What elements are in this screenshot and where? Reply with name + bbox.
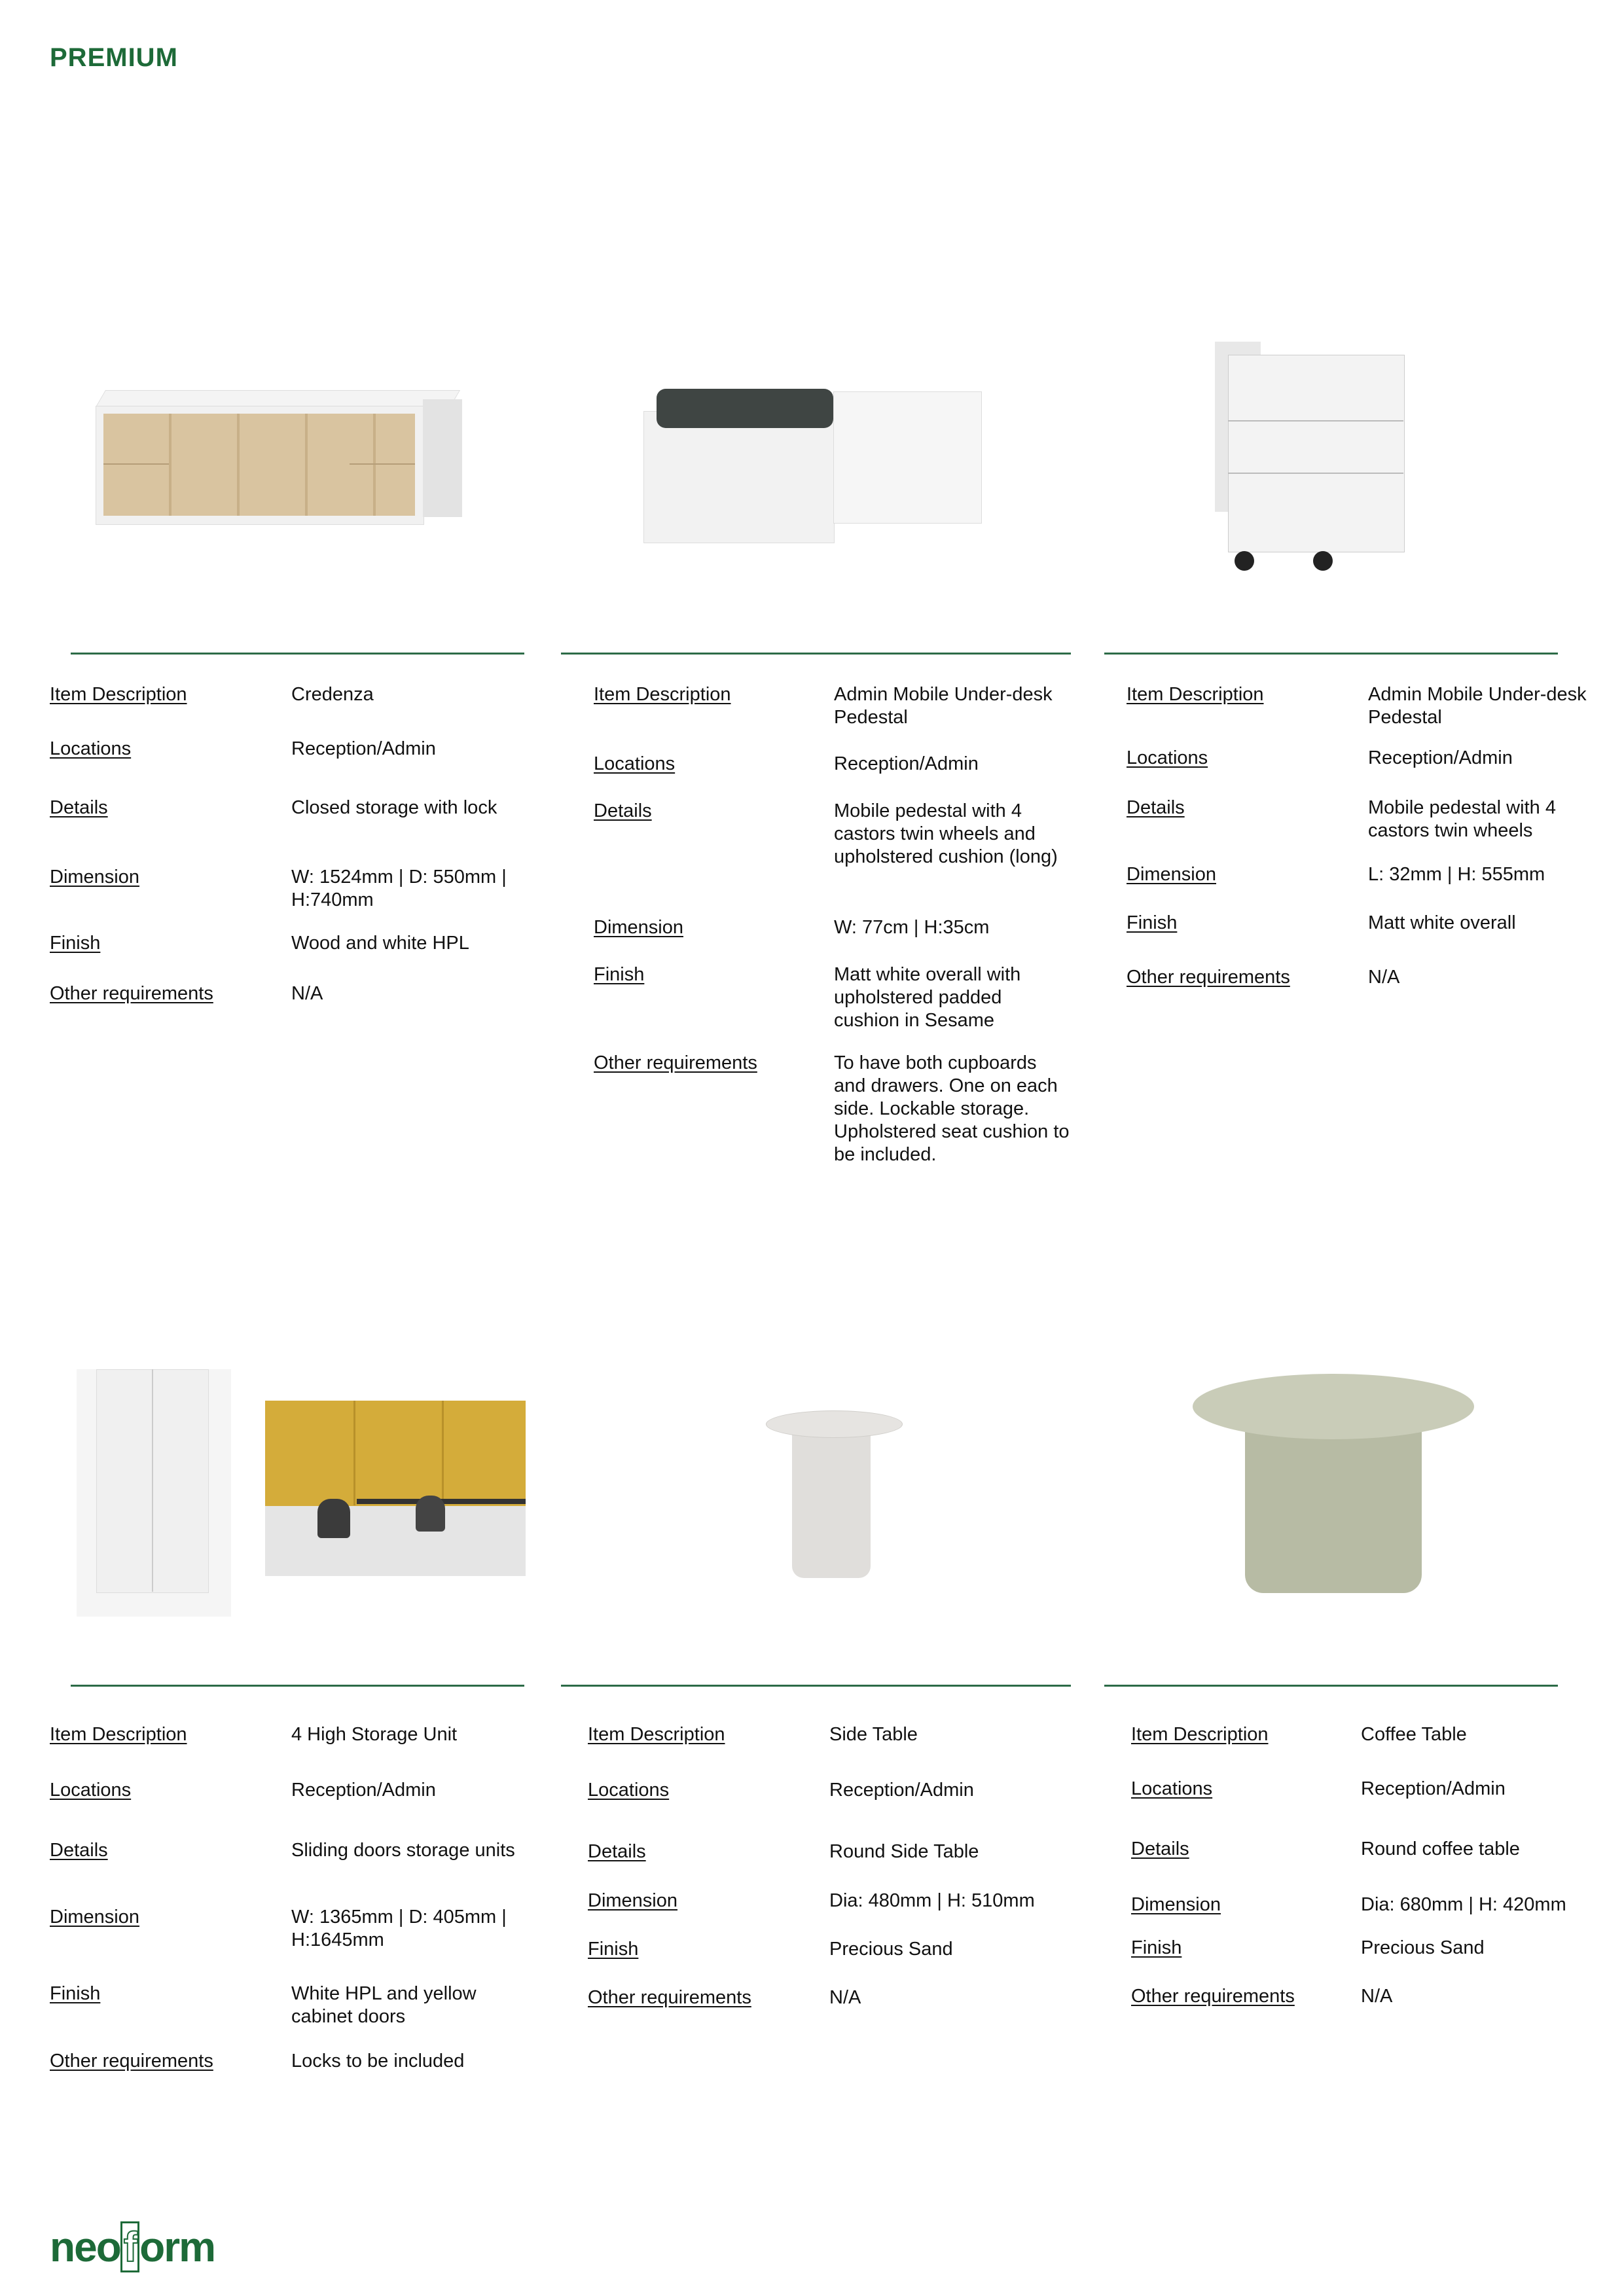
field-value-locations: Reception/Admin [829, 1780, 974, 1801]
field-label-details: Details [1131, 1839, 1189, 1859]
field-value-details: Closed storage with lock [291, 797, 497, 818]
coffee-table-image [1193, 1374, 1474, 1595]
field-label-dimension: Dimension [1127, 864, 1216, 885]
field-label-item-description: Item Description [588, 1724, 725, 1745]
field-value-dimension: W: 1524mm | D: 550mm | H:740mm [291, 867, 507, 910]
field-label-locations: Locations [594, 753, 676, 774]
field-value-other-requirements: Locks to be included [291, 2051, 465, 2072]
field-label-details: Details [594, 800, 652, 821]
field-value-item-description: Side Table [829, 1724, 918, 1745]
field-value-other-requirements: To have both cupboards and drawers. One on each side. Lockable storage. Upholstered seat cushion to be included. [834, 1052, 1070, 1165]
field-label-locations: Locations [1127, 747, 1208, 768]
field-value-finish: Precious Sand [1361, 1937, 1485, 1958]
field-value-locations: Reception/Admin [1361, 1778, 1506, 1799]
high-storage-unit-image [77, 1369, 231, 1617]
credenza-image [96, 390, 464, 545]
field-value-locations: Reception/Admin [1368, 747, 1513, 768]
field-value-finish: White HPL and yellow cabinet doors [291, 1983, 477, 2027]
field-label-finish: Finish [588, 1939, 639, 1960]
field-value-item-description: Coffee Table [1361, 1724, 1467, 1745]
field-label-item-description: Item Description [1127, 684, 1264, 705]
field-value-dimension: L: 32mm | H: 555mm [1368, 864, 1545, 885]
field-value-dimension: Dia: 680mm | H: 420mm [1361, 1894, 1566, 1915]
field-value-item-description: Admin Mobile Under-desk Pedestal [834, 684, 1053, 728]
field-label-item-description: Item Description [50, 684, 187, 705]
field-label-locations: Locations [588, 1780, 670, 1801]
field-value-dimension: W: 1365mm | D: 405mm | H:1645mm [291, 1907, 507, 1950]
field-label-dimension: Dimension [594, 917, 683, 938]
field-value-finish: Matt white overall with upholstered padded cushion in Sesame [834, 964, 1021, 1031]
section-divider [561, 1685, 1071, 1687]
field-label-other-requirements: Other requirements [1131, 1986, 1295, 2007]
field-value-other-requirements: N/A [291, 983, 323, 1004]
field-label-locations: Locations [1131, 1778, 1213, 1799]
field-value-details: Mobile pedestal with 4 castors twin wheels [1368, 797, 1556, 841]
field-value-dimension: Dia: 480mm | H: 510mm [829, 1890, 1035, 1911]
field-value-details: Sliding doors storage units [291, 1840, 515, 1861]
section-divider [1104, 1685, 1558, 1687]
page-title: PREMIUM [50, 43, 178, 72]
field-label-details: Details [50, 797, 108, 818]
field-value-locations: Reception/Admin [834, 753, 979, 774]
field-label-locations: Locations [50, 738, 132, 759]
field-label-details: Details [1127, 797, 1185, 818]
field-label-other-requirements: Other requirements [50, 983, 213, 1004]
field-label-dimension: Dimension [588, 1890, 677, 1911]
field-value-other-requirements: N/A [1361, 1986, 1393, 2007]
storage-room-photo [265, 1401, 526, 1576]
field-label-other-requirements: Other requirements [50, 2051, 213, 2072]
field-value-finish: Precious Sand [829, 1939, 953, 1960]
field-value-item-description: 4 High Storage Unit [291, 1724, 458, 1745]
field-label-finish: Finish [1131, 1937, 1182, 1958]
field-label-details: Details [50, 1840, 108, 1861]
mobile-pedestal-image [1215, 342, 1416, 571]
field-label-locations: Locations [50, 1780, 132, 1801]
bench-pedestal-image [643, 365, 982, 545]
field-value-item-description: Admin Mobile Under-desk Pedestal [1368, 684, 1587, 728]
field-label-item-description: Item Description [594, 684, 731, 705]
field-value-details: Mobile pedestal with 4 castors twin wheels and upholstered cushion (long) [834, 800, 1058, 867]
field-value-finish: Wood and white HPL [291, 933, 469, 954]
side-table-image [766, 1410, 901, 1583]
field-label-details: Details [588, 1841, 646, 1862]
section-divider [71, 653, 524, 655]
field-value-details: Round coffee table [1361, 1839, 1520, 1859]
section-divider [1104, 653, 1558, 655]
section-divider [561, 653, 1071, 655]
field-value-locations: Reception/Admin [291, 738, 436, 759]
field-label-other-requirements: Other requirements [594, 1052, 757, 1073]
field-label-finish: Finish [594, 964, 645, 985]
field-value-dimension: W: 77cm | H:35cm [834, 917, 990, 938]
field-value-details: Round Side Table [829, 1841, 979, 1862]
field-label-dimension: Dimension [50, 1907, 139, 1928]
field-value-finish: Matt white overall [1368, 912, 1516, 933]
field-value-other-requirements: N/A [1368, 967, 1400, 988]
neoform-logo: neoform [50, 2223, 215, 2271]
field-value-item-description: Credenza [291, 684, 374, 705]
field-label-other-requirements: Other requirements [1127, 967, 1290, 988]
field-label-dimension: Dimension [50, 867, 139, 888]
field-label-other-requirements: Other requirements [588, 1987, 751, 2008]
field-label-finish: Finish [50, 1983, 101, 2004]
field-label-finish: Finish [1127, 912, 1178, 933]
section-divider [71, 1685, 524, 1687]
field-label-dimension: Dimension [1131, 1894, 1221, 1915]
field-label-finish: Finish [50, 933, 101, 954]
field-label-item-description: Item Description [1131, 1724, 1269, 1745]
field-value-locations: Reception/Admin [291, 1780, 436, 1801]
field-value-other-requirements: N/A [829, 1987, 861, 2008]
field-label-item-description: Item Description [50, 1724, 187, 1745]
